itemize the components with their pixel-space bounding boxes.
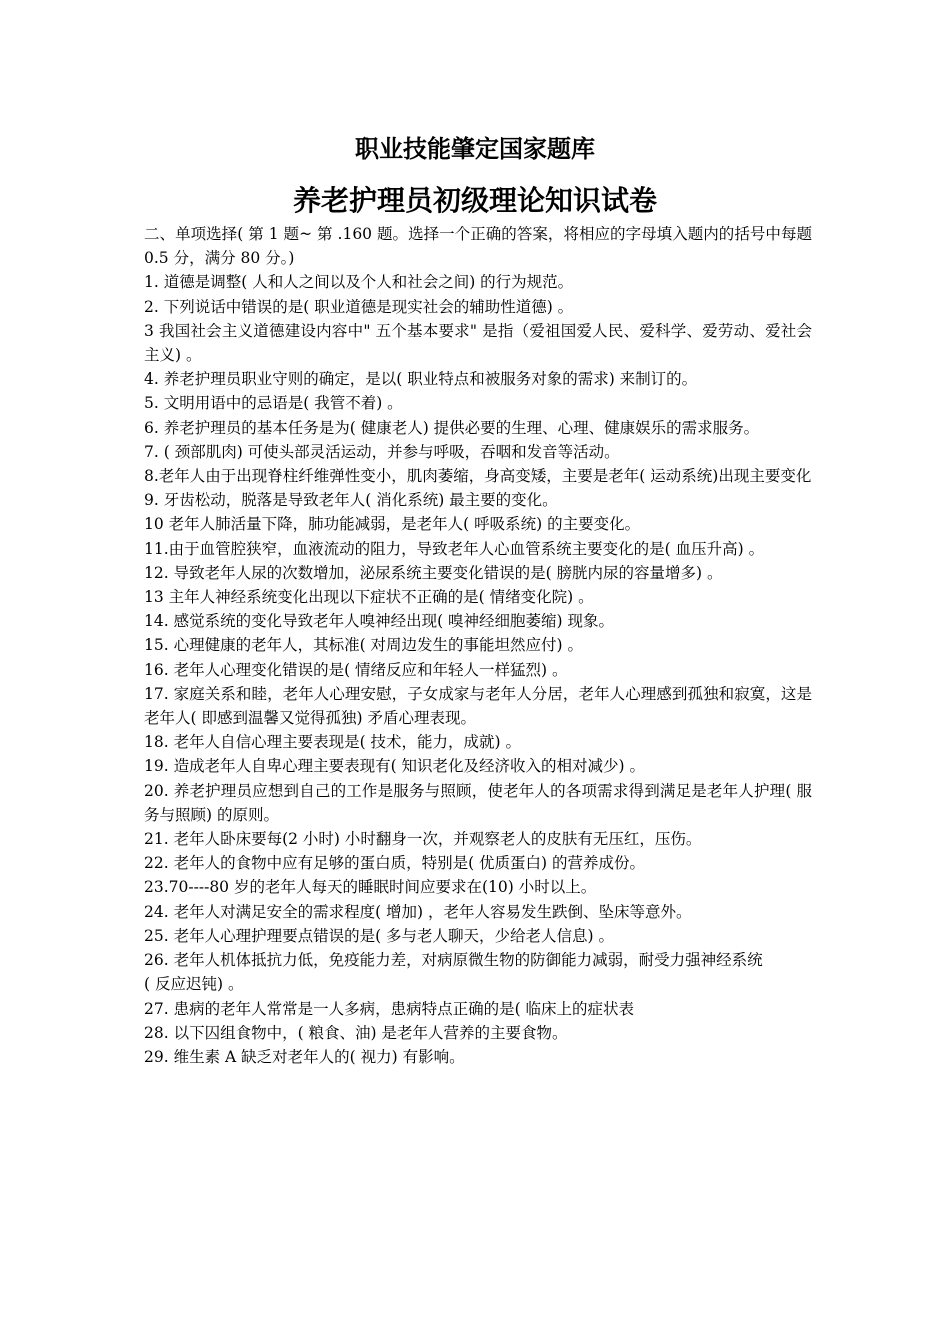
section-instructions: 二、单项选择( 第 1 题~ 第 .160 题。选择一个正确的答案，将相应的字母填入题内的括号中每题 0.5 分，满分 80 分。): [144, 225, 812, 268]
question-item: 27. 患病的老年人常常是一人多病，患病特点正确的是( 临床上的症状表: [144, 999, 635, 1018]
question-item: 20. 养老护理员应想到自己的工作是服务与照顾，使老年人的各项需求得到满足是老年人护理( 服务与照顾) 的原则。: [144, 781, 812, 824]
question-item: 24. 老年人对满足安全的需求程度( 增加) ，老年人容易发生跌倒、坠床等意外。: [144, 902, 692, 921]
question-item: 14. 感觉系统的变化导致老年人嗅神经出现( 嗅神经细胞萎缩) 现象。: [144, 612, 615, 631]
question-item: 29. 维生素 A 缺乏对老年人的( 视力) 有影响。: [144, 1047, 465, 1066]
question-item: 7. ( 颈部肌肉) 可使头部灵活运动，并参与呼吸，吞咽和发音等活动。: [144, 442, 620, 461]
question-item: 12. 导致老年人尿的次数增加，泌尿系统主要变化错误的是( 膀胱内尿的容量增多) 。: [144, 563, 723, 582]
question-item: 6. 养老护理员的基本任务是为( 健康老人) 提供必要的生理、心理、健康娱乐的需求服务。: [144, 418, 760, 437]
question-item: 4. 养老护理员职业守则的确定，是以( 职业特点和被服务对象的需求) 来制订的。: [144, 370, 698, 389]
question-item: 23.70----80 岁的老年人每天的睡眠时间应要求在(10) 小时以上。: [144, 878, 597, 897]
question-item: 26. 老年人机体抵抗力低，免疫能力差，对病原微生物的防御能力减弱，耐受力强神经系统: [144, 951, 763, 970]
question-item: 11.由于血管腔狭窄，血液流动的阻力，导致老年人心血管系统主要变化的是( 血压升高) 。: [144, 539, 765, 558]
question-item: 3 我国社会主义道德建设内容中" 五个基本要求" 是指（爱祖国爱人民、爱科学、爱劳动、爱社会主义) 。: [144, 321, 812, 365]
question-item: 13 主年人神经系统变化出现以下症状不正确的是( 情绪变化院) 。: [144, 588, 594, 607]
question-item: 21. 老年人卧床要每(2 小时) 小时翻身一次，并观察老人的皮肤有无压红，压伤。: [144, 830, 702, 849]
question-item: 17. 家庭关系和睦，老年人心理安慰，子女成家与老年人分居，老年人心理感到孤独和寂寞，这是老年人( 即感到温馨又觉得孤独) 矛盾心理表现。: [144, 684, 812, 728]
question-item: 8.老年人由于出现脊柱纤维弹性变小，肌肉萎缩，身高变矮，主要是老年( 运动系统)出现主要变化: [144, 467, 812, 486]
question-item: 10 老年人肺活量下降，肺功能减弱，是老年人( 呼吸系统) 的主要变化。: [144, 515, 641, 534]
question-item: 25. 老年人心理护理要点错误的是( 多与老人聊天，少给老人信息) 。: [144, 926, 615, 945]
question-item: 19. 造成老年人自卑心理主要表现有( 知识老化及经济收入的相对减少) 。: [144, 757, 646, 776]
question-item: 18. 老年人自信心理主要表现是( 技术，能力，成就) 。: [144, 733, 522, 752]
exam-bank-title: 职业技能肇定国家题库: [355, 135, 595, 163]
question-item: 2. 下列说话中错误的是( 职业道德是现实社会的辅助性道德) 。: [144, 297, 574, 316]
question-item: 5. 文明用语中的忌语是( 我管不着) 。: [144, 394, 403, 413]
question-item-continuation: ( 反应迟钝) 。: [144, 975, 244, 994]
question-item: 9. 牙齿松动，脱落是导致老年人( 消化系统) 最主要的变化。: [144, 491, 558, 510]
exam-paper-title: 养老护理员初级理论知识试卷: [292, 184, 657, 217]
question-item: 22. 老年人的食物中应有足够的蛋白质，特别是( 优质蛋白) 的营养成份。: [144, 854, 646, 873]
question-item: 28. 以下囚组食物中，( 粮食、油) 是老年人营养的主要食物。: [144, 1023, 568, 1042]
question-item: 15. 心理健康的老年人，其标准( 对周边发生的事能坦然应付) 。: [144, 636, 584, 655]
question-item: 1. 道德是调整( 人和人之间以及个人和社会之间) 的行为规范。: [144, 273, 574, 292]
question-item: 16. 老年人心理变化错误的是( 情绪反应和年轻人一样猛烈) 。: [144, 660, 568, 679]
question-list: [144, 222, 812, 1069]
